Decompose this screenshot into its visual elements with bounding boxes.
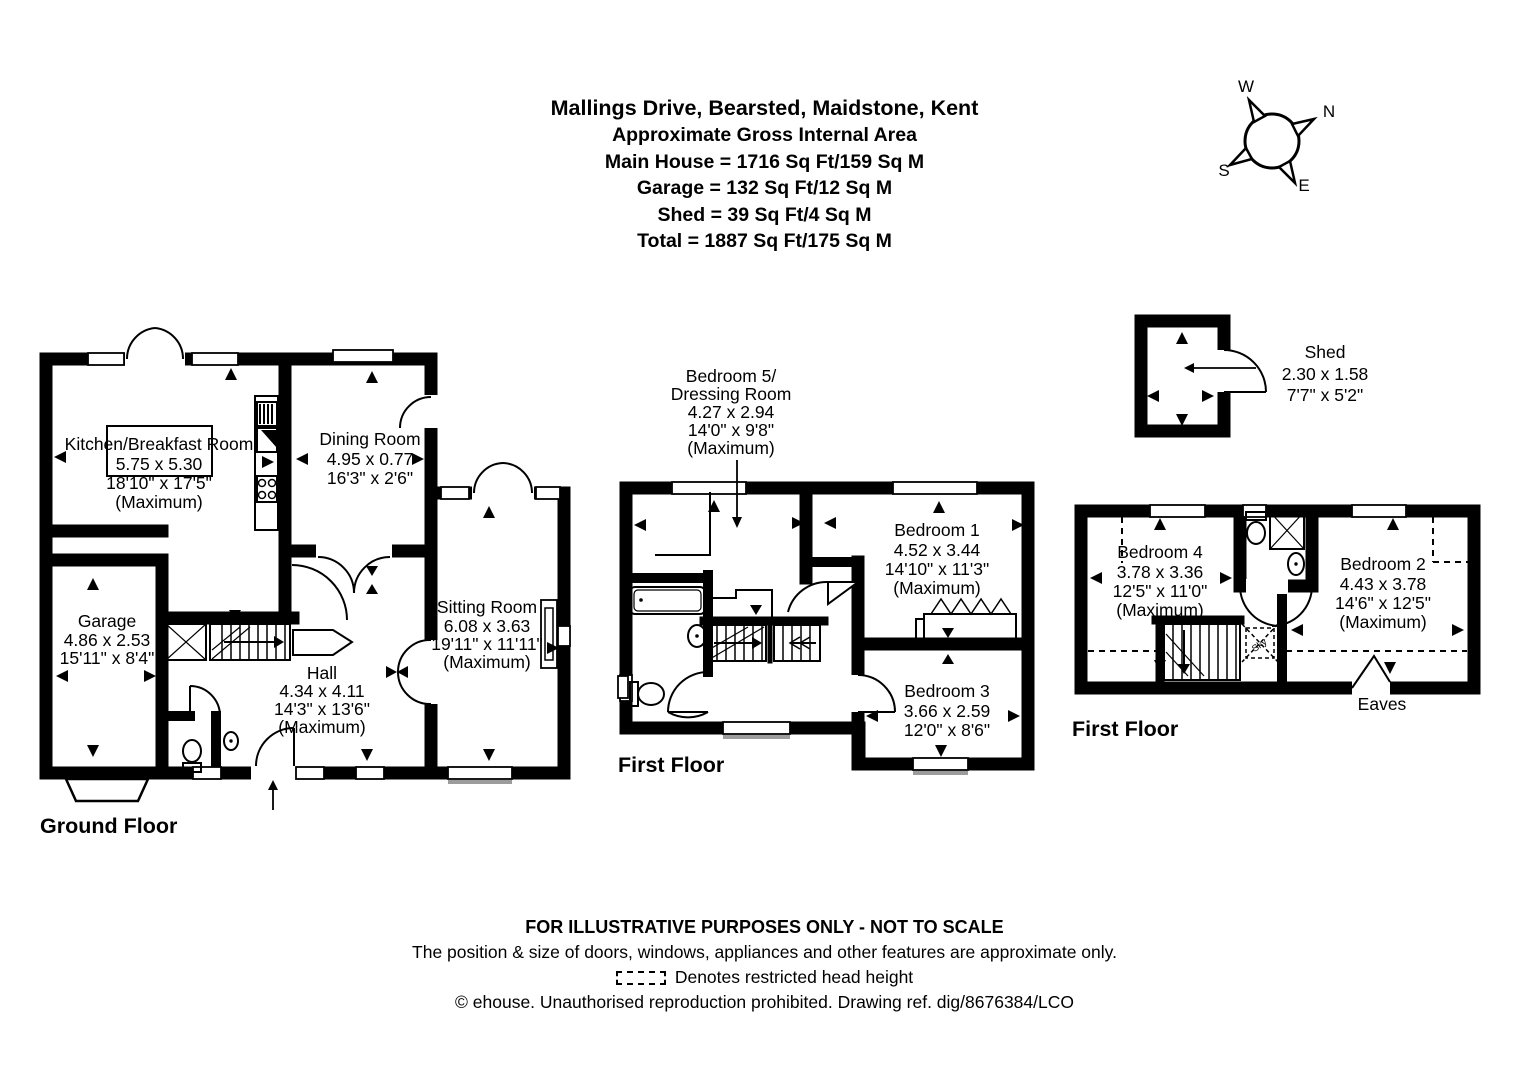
bedroom2-name: Bedroom 2 <box>1340 554 1426 574</box>
sitting-note: (Maximum) <box>443 652 531 672</box>
first-floor-annex-title: First Floor <box>1072 717 1179 741</box>
disclaimer-line: FOR ILLUSTRATIVE PURPOSES ONLY - NOT TO SCALE <box>525 917 1004 937</box>
bedroom2-metric: 4.43 x 3.78 <box>1339 574 1427 594</box>
bedroom4-imperial: 12'5" x 11'0" <box>1112 581 1208 601</box>
shed-plan <box>1141 321 1368 431</box>
restricted-head-height-icon <box>616 971 666 985</box>
basin-icon <box>224 732 238 750</box>
garage-area: Garage = 132 Sq Ft/12 Sq M <box>636 177 893 199</box>
stairs-icon <box>1164 624 1240 680</box>
total-area: Total = 1887 Sq Ft/175 Sq M <box>637 230 892 252</box>
window <box>296 767 324 779</box>
first-floor-annex-plan <box>1072 505 1474 741</box>
bedroom1-note: (Maximum) <box>893 578 981 598</box>
kitchen-imperial: 18'10" x 17'5" <box>106 473 212 493</box>
window <box>536 487 560 499</box>
wardrobe-line <box>655 492 710 555</box>
basin-icon <box>1288 553 1304 575</box>
approximate-note: The position & size of doors, windows, appliances and other features are approximate only. <box>412 942 1117 962</box>
window <box>913 758 968 770</box>
eaves-label: Eaves <box>1357 694 1407 714</box>
compass-south-label: S <box>1218 161 1230 180</box>
window <box>558 626 570 646</box>
first-floor-annex-labels <box>1072 542 1431 741</box>
footer <box>0 915 1529 1015</box>
compass-icon <box>1218 77 1335 195</box>
copyright-line: © ehouse. Unauthorised reproduction prohibited. Drawing ref. dig/8676384/LCO <box>455 992 1074 1012</box>
window <box>1352 505 1406 517</box>
restricted-head-height-legend <box>0 965 1529 990</box>
window <box>356 767 384 779</box>
skylight-icon <box>1242 624 1278 662</box>
bedroom1-name: Bedroom 1 <box>894 520 980 540</box>
dimension-arrows <box>1147 332 1214 426</box>
hall-note: (Maximum) <box>278 717 366 737</box>
kitchen-name: Kitchen/Breakfast Room <box>64 434 254 454</box>
compass-east-label: E <box>1298 176 1310 195</box>
kitchen-metric: 5.75 x 5.30 <box>115 454 203 474</box>
bedroom1-metric: 4.52 x 3.44 <box>893 540 981 560</box>
garage-metric: 4.86 x 2.53 <box>63 630 151 650</box>
shower-icon <box>1270 512 1304 549</box>
fireplace-icon <box>541 600 557 668</box>
bedroom3-metric: 3.66 x 2.59 <box>903 701 991 721</box>
entrance-arrow-icon <box>268 780 278 810</box>
stairs-icon <box>704 590 824 661</box>
ground-floor-plan <box>40 328 570 838</box>
sitting-metric: 6.08 x 3.63 <box>443 616 531 636</box>
garage-door-icon <box>66 779 148 801</box>
restricted-head-height-text: Denotes restricted head height <box>674 967 914 987</box>
garage-imperial: 15'11" x 8'4" <box>59 648 155 668</box>
shed-area: Shed = 39 Sq Ft/4 Sq M <box>657 203 872 226</box>
sitting-imperial: 19'11" x 11'11" <box>431 634 543 654</box>
window <box>893 482 977 494</box>
door-arc <box>788 582 828 612</box>
dining-imperial: 16'3" x 2'6" <box>326 468 414 488</box>
area-heading: Approximate Gross Internal Area <box>612 124 917 146</box>
dining-metric: 4.95 x 0.77 <box>326 449 414 469</box>
door-arc <box>668 672 708 717</box>
window <box>333 350 393 362</box>
bedroom3-imperial: 12'0" x 8'6" <box>903 720 991 740</box>
bedroom3-name: Bedroom 3 <box>904 681 990 701</box>
bedroom5-name-line1: Bedroom 5/ <box>685 366 777 386</box>
garage-name: Garage <box>77 611 137 631</box>
hall-metric: 4.34 x 4.11 <box>279 681 365 701</box>
bedroom2-note: (Maximum) <box>1339 612 1427 632</box>
shed-labels <box>1282 342 1369 405</box>
shed-name: Shed <box>1304 342 1346 362</box>
hall-name: Hall <box>306 663 338 683</box>
bedroom2-imperial: 14'6" x 12'5" <box>1335 593 1431 613</box>
bedroom5-note: (Maximum) <box>687 438 775 458</box>
first-floor-main-title: First Floor <box>618 753 725 777</box>
first-floor-main-plan <box>618 366 1028 777</box>
ground-floor-title: Ground Floor <box>40 814 178 838</box>
bedroom5-imperial: 14'0" x 9'8" <box>687 420 775 440</box>
bedroom5-name-line2: Dressing Room <box>670 384 792 404</box>
cupboard-icon <box>166 624 206 660</box>
bedroom4-metric: 3.78 x 3.36 <box>1116 562 1204 582</box>
window <box>441 487 469 499</box>
radiator-icon <box>916 599 1016 640</box>
window <box>192 353 238 365</box>
hall-imperial: 14'3" x 13'6" <box>274 699 370 719</box>
window <box>1150 505 1205 517</box>
dining-name: Dining Room <box>319 429 421 449</box>
bedroom4-note: (Maximum) <box>1116 600 1204 620</box>
understairs-door <box>293 630 352 655</box>
compass-north-label: N <box>1322 102 1336 121</box>
sitting-name: Sitting Room <box>436 597 538 617</box>
window <box>723 722 790 734</box>
page-title: Mallings Drive, Bearsted, Maidstone, Kent <box>550 96 979 120</box>
kitchen-note: (Maximum) <box>115 492 203 512</box>
bedroom1-imperial: 14'10" x 11'3" <box>884 559 990 579</box>
bath-icon <box>630 587 705 614</box>
shed-imperial: 7'7" x 5'2" <box>1286 385 1364 405</box>
compass-west-label: W <box>1237 77 1255 96</box>
shed-metric: 2.30 x 1.58 <box>1281 364 1369 384</box>
main-house-area: Main House = 1716 Sq Ft/159 Sq M <box>604 150 925 173</box>
window <box>448 767 512 779</box>
window <box>88 353 124 365</box>
skylight-label: Sky <box>1250 636 1270 655</box>
bedroom5-metric: 4.27 x 2.94 <box>687 402 775 422</box>
bedroom4-name: Bedroom 4 <box>1117 542 1203 562</box>
door-arc <box>292 565 347 620</box>
